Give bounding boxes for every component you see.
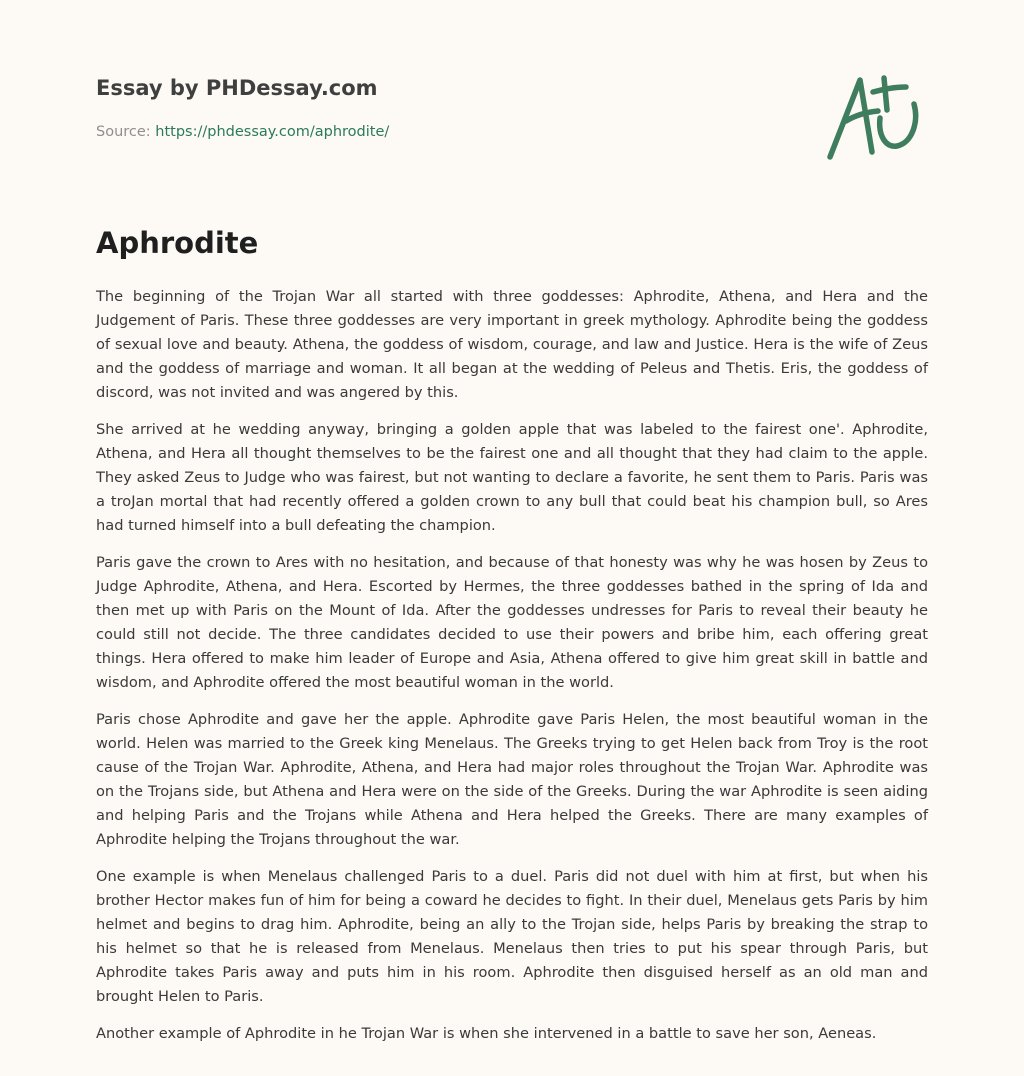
essay-paragraph: Paris gave the crown to Ares with no hesitation, and because of that honesty was why he was hosen by Zeus to Judge Aphrodite, Athena, and Hera. Escorted by Hermes, the three goddesses bathed in the spring of Ida and then met up with Paris on the Mount of Ida. After the goddesses undresses for Paris to reveal their beauty he could still not decide. The three candidates decided to use their powers and bribe him, each offering great things. Hera offered to make him leader of Europe and Asia, Athena offered to give him great skill in battle and wisdom, and Aphrodite offered the most beautiful woman in the world. <box>96 554 928 691</box>
source-line <box>96 124 389 140</box>
a-plus-logo-icon <box>820 66 930 166</box>
site-title: Essay by PHDessay.com <box>96 76 378 100</box>
source-link[interactable]: https://phdessay.com/aphrodite/ <box>155 124 390 140</box>
essay-paragraph: One example is when Menelaus challenged Paris to a duel. Paris did not duel with him at first, but when his brother Hector makes fun of him for being a coward he decides to fight. In their duel, Menelaus gets Paris by him helmet and begins to drag him. Aphrodite, being an ally to the Trojan side, helps Paris by breaking the strap to his helmet so that he is released from Menelaus. Menelaus then tries to put his spear through Paris, but Aphrodite takes Paris away and puts him in his room. Aphrodite then disguised herself as an old man and brought Helen to Paris. <box>96 868 928 1005</box>
essay-paragraph: Another example of Aphrodite in he Trojan War is when she intervened in a battle to save her son, Aeneas. <box>96 1025 877 1042</box>
essay-paragraph: The beginning of the Trojan War all started with three goddesses: Aphrodite, Athena, and Hera and the Judgement of Paris. These three goddesses are very important in greek mythology. Aphrodite being the goddess of sexual love and beauty. Athena, the goddess of wisdom, courage, and law and Justice. Hera is the wife of Zeus and the goddess of marriage and woman. It all began at the wedding of Peleus and Thetis. Eris, the goddess of discord, was not invited and was angered by this. <box>96 288 928 401</box>
essay-paragraph: She arrived at he wedding anyway, bringing a golden apple that was labeled to the fairest one'. Aphrodite, Athena, and Hera all thought themselves to be the fairest one and all thought that they had claim to the apple. They asked Zeus to Judge who was fairest, but not wanting to declare a favorite, he sent them to Paris. Paris was a troJan mortal that had recently offered a golden crown to any bull that could beat his champion bull, so Ares had turned himself into a bull defeating the champion. <box>96 421 928 534</box>
essay-title: Aphrodite <box>96 226 259 260</box>
essay-body <box>96 285 928 1059</box>
essay-paragraph: Paris chose Aphrodite and gave her the apple. Aphrodite gave Paris Helen, the most beautiful woman in the world. Helen was married to the Greek king Menelaus. The Greeks trying to get Helen back from Troy is the root cause of the Trojan War. Aphrodite, Athena, and Hera had major roles throughout the Trojan War. Aphrodite was on the Trojans side, but Athena and Hera were on the side of the Greeks. During the war Aphrodite is seen aiding and helping Paris and the Trojans while Athena and Hera helped the Greeks. There are many examples of Aphrodite helping the Trojans throughout the war. <box>96 711 928 848</box>
source-label: Source: <box>96 124 156 140</box>
